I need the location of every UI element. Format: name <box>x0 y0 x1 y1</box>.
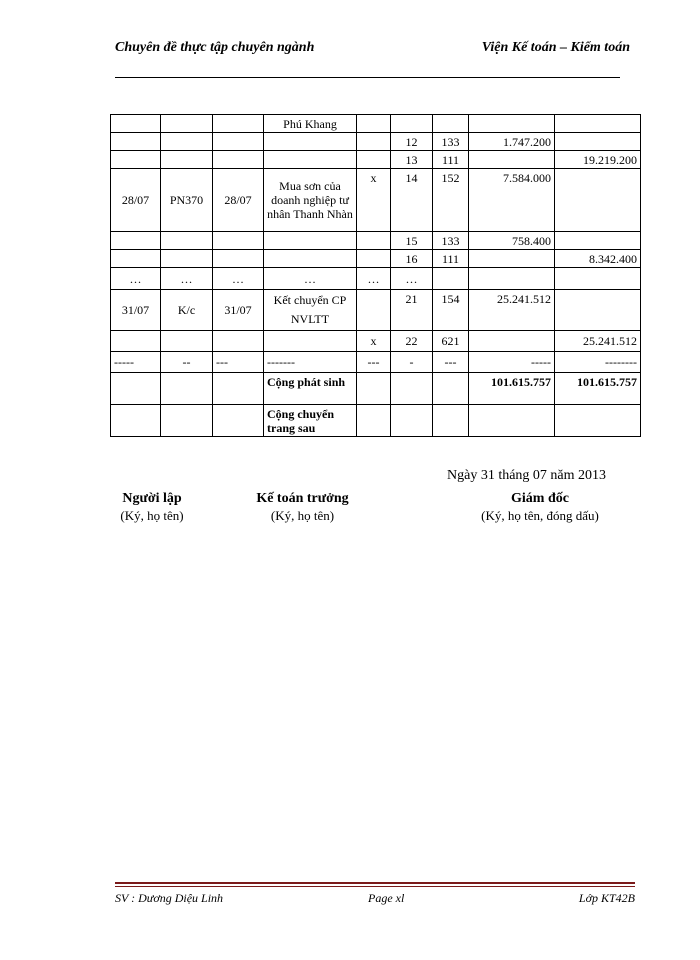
line-no-cell: - <box>391 352 433 373</box>
line-no-cell: 15 <box>391 232 433 250</box>
credit-cell: 25.241.512 <box>555 331 641 352</box>
date-cell <box>111 373 161 405</box>
date-cell: 28/07 <box>111 169 161 232</box>
director-block <box>465 491 615 524</box>
voucher-date-cell: --- <box>213 352 264 373</box>
line-no-cell: 12 <box>391 133 433 151</box>
voucher-date-cell: 28/07 <box>213 169 264 232</box>
voucher-date-cell <box>213 115 264 133</box>
chief-accountant-title: Kế toán trưởng <box>256 491 349 506</box>
voucher-date-cell: … <box>213 268 264 290</box>
line-no-cell: 21 <box>391 290 433 331</box>
account-cell <box>433 405 469 437</box>
voucher-no-cell <box>161 405 213 437</box>
debit-cell <box>469 331 555 352</box>
date-cell: 31/07 <box>111 290 161 331</box>
voucher-date-cell <box>213 373 264 405</box>
date-cell <box>111 405 161 437</box>
line-no-cell <box>391 373 433 405</box>
posted-cell: … <box>357 268 391 290</box>
credit-cell: -------- <box>555 352 641 373</box>
voucher-no-cell <box>161 250 213 268</box>
description-cell <box>264 331 357 352</box>
debit-cell <box>469 151 555 169</box>
table-row <box>111 133 641 151</box>
voucher-date-cell: 31/07 <box>213 290 264 331</box>
table-row <box>111 373 641 405</box>
preparer-note: (Ký, họ tên) <box>120 508 184 523</box>
date-cell <box>111 115 161 133</box>
description-cell: Phú Khang <box>264 115 357 133</box>
posted-cell <box>357 405 391 437</box>
description-cell: Kết chuyển CP NVLTT <box>264 290 357 331</box>
credit-cell <box>555 232 641 250</box>
voucher-no-cell: PN370 <box>161 169 213 232</box>
description-cell <box>264 151 357 169</box>
account-cell: 154 <box>433 290 469 331</box>
credit-cell <box>555 405 641 437</box>
posted-cell <box>357 232 391 250</box>
account-cell: 111 <box>433 151 469 169</box>
director-note: (Ký, họ tên, đóng dấu) <box>481 508 599 523</box>
description-cell <box>264 250 357 268</box>
date-cell <box>111 151 161 169</box>
footer-student: SV : Dương Diệu Linh <box>115 891 224 905</box>
preparer-title: Người lập <box>122 491 182 506</box>
table-row <box>111 331 641 352</box>
account-cell <box>433 115 469 133</box>
table-row <box>111 352 641 373</box>
date-cell <box>111 331 161 352</box>
table-row <box>111 405 641 437</box>
table-row <box>111 151 641 169</box>
posted-cell <box>357 250 391 268</box>
credit-cell <box>555 290 641 331</box>
credit-cell: 19.219.200 <box>555 151 641 169</box>
debit-cell <box>469 405 555 437</box>
table-row <box>111 232 641 250</box>
line-no-cell: 14 <box>391 169 433 232</box>
ledger-table <box>110 114 641 437</box>
line-no-cell: … <box>391 268 433 290</box>
voucher-date-cell <box>213 405 264 437</box>
posted-cell: x <box>357 331 391 352</box>
date-cell: ----- <box>111 352 161 373</box>
chief-accountant-note: (Ký, họ tên) <box>270 508 335 523</box>
table-row <box>111 115 641 133</box>
table-row <box>111 268 641 290</box>
debit-cell: 1.747.200 <box>469 133 555 151</box>
account-cell: --- <box>433 352 469 373</box>
date-cell: … <box>111 268 161 290</box>
line-no-cell: 13 <box>391 151 433 169</box>
voucher-no-cell <box>161 232 213 250</box>
credit-cell <box>555 133 641 151</box>
posted-cell <box>357 290 391 331</box>
footer-page-number: Page xl <box>368 891 405 905</box>
debit-cell: 25.241.512 <box>469 290 555 331</box>
table-row <box>111 290 641 331</box>
voucher-no-cell <box>161 151 213 169</box>
line-no-cell <box>391 115 433 133</box>
debit-cell <box>469 250 555 268</box>
account-cell: 133 <box>433 133 469 151</box>
debit-total-cell: 101.615.757 <box>469 373 555 405</box>
debit-cell: 758.400 <box>469 232 555 250</box>
chief-accountant-block <box>245 491 360 524</box>
header-divider <box>115 77 620 78</box>
description-cell: … <box>264 268 357 290</box>
account-cell: 152 <box>433 169 469 232</box>
voucher-no-cell: … <box>161 268 213 290</box>
credit-cell <box>555 115 641 133</box>
description-cell: Mua sơn của doanh nghiệp tư nhân Thanh Nhàn <box>264 169 357 232</box>
voucher-no-cell: K/c <box>161 290 213 331</box>
footer-class: Lớp KT42B <box>578 891 635 905</box>
description-cell: Cộng chuyển trang sau <box>264 405 357 437</box>
footer-divider <box>115 882 635 884</box>
credit-total-cell: 101.615.757 <box>555 373 641 405</box>
table-row <box>111 250 641 268</box>
credit-cell: 8.342.400 <box>555 250 641 268</box>
line-no-cell <box>391 405 433 437</box>
description-cell: ------- <box>264 352 357 373</box>
header-left-title: Chuyên đề thực tập chuyên ngành <box>115 40 315 55</box>
debit-cell: ----- <box>469 352 555 373</box>
date-cell <box>111 250 161 268</box>
date-cell <box>111 232 161 250</box>
description-cell <box>264 133 357 151</box>
posted-cell: x <box>357 169 391 232</box>
posted-cell <box>357 115 391 133</box>
posted-cell <box>357 133 391 151</box>
voucher-no-cell <box>161 331 213 352</box>
credit-cell <box>555 268 641 290</box>
header-right-title: Viện Kế toán – Kiểm toán <box>481 40 630 55</box>
voucher-no-cell <box>161 115 213 133</box>
signature-date: Ngày 31 tháng 07 năm 2013 <box>447 468 607 483</box>
voucher-no-cell <box>161 373 213 405</box>
preparer-block <box>112 491 192 524</box>
voucher-no-cell: -- <box>161 352 213 373</box>
debit-cell <box>469 268 555 290</box>
description-cell <box>264 232 357 250</box>
voucher-date-cell <box>213 133 264 151</box>
description-cell: Cộng phát sinh <box>264 373 357 405</box>
voucher-date-cell <box>213 232 264 250</box>
director-title: Giám đốc <box>511 491 569 506</box>
debit-cell: 7.584.000 <box>469 169 555 232</box>
credit-cell <box>555 169 641 232</box>
account-cell: 621 <box>433 331 469 352</box>
posted-cell <box>357 373 391 405</box>
account-cell <box>433 268 469 290</box>
account-cell: 111 <box>433 250 469 268</box>
posted-cell: --- <box>357 352 391 373</box>
page-header <box>115 40 630 62</box>
posted-cell <box>357 151 391 169</box>
voucher-date-cell <box>213 250 264 268</box>
date-cell <box>111 133 161 151</box>
debit-cell <box>469 115 555 133</box>
voucher-no-cell <box>161 133 213 151</box>
line-no-cell: 16 <box>391 250 433 268</box>
voucher-date-cell <box>213 331 264 352</box>
line-no-cell: 22 <box>391 331 433 352</box>
table-row <box>111 169 641 232</box>
voucher-date-cell <box>213 151 264 169</box>
account-cell <box>433 373 469 405</box>
footer-divider-thin <box>115 886 635 887</box>
account-cell: 133 <box>433 232 469 250</box>
